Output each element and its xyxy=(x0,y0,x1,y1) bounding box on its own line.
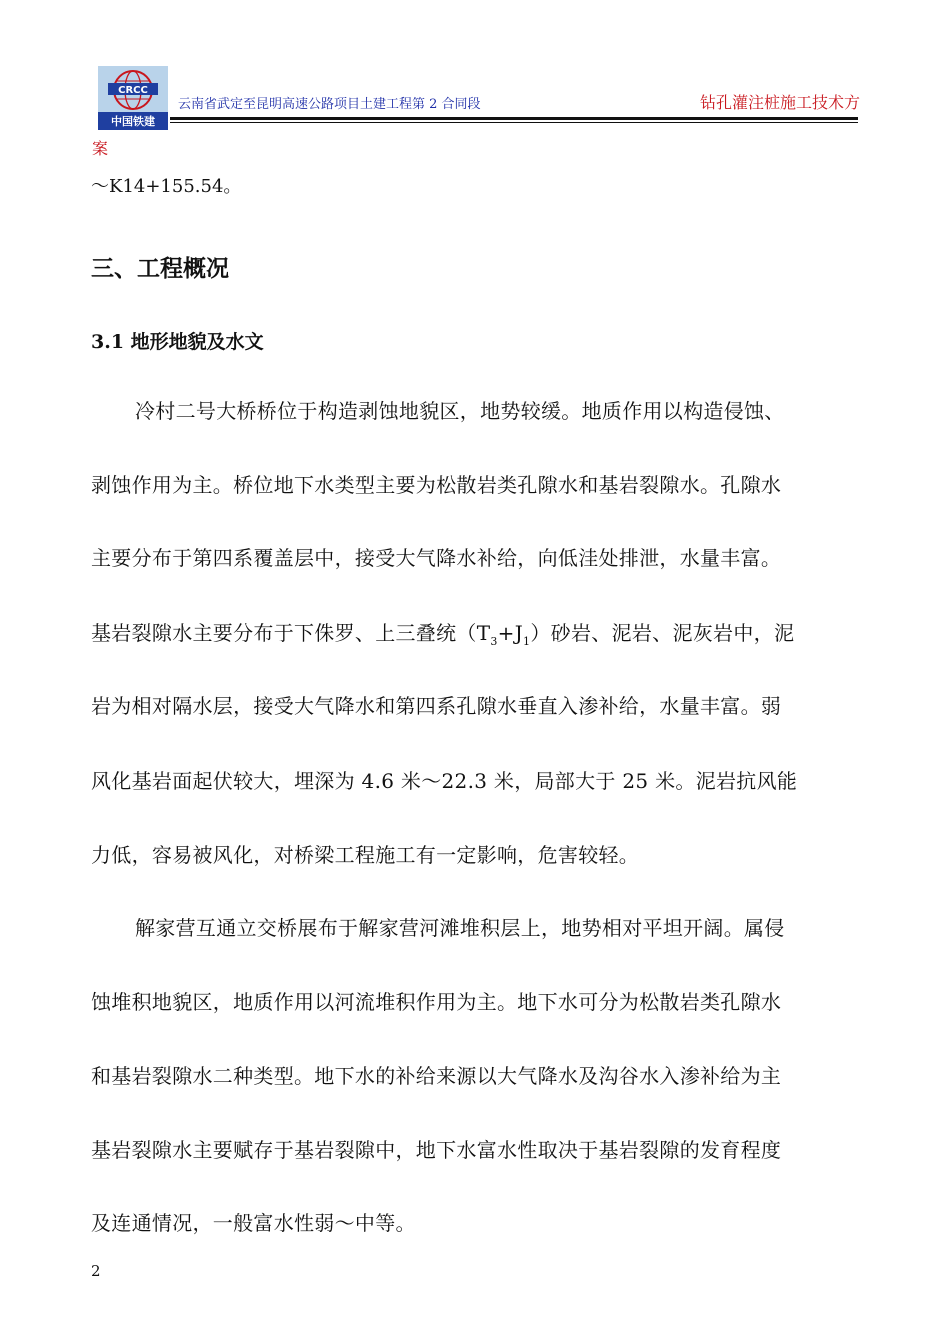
document-title: 钻孔灌注桩施工技术方 xyxy=(699,93,860,112)
page-number: 2 xyxy=(91,1262,101,1280)
text-run: ）砂岩、泥岩、泥灰岩中，泥 xyxy=(530,621,795,645)
subscript: 3 xyxy=(490,635,498,648)
crcc-logo xyxy=(98,66,168,130)
intro-line: ～K14+155.54。 xyxy=(91,176,242,197)
paragraph-1-line: 岩为相对隔水层，接受大气降水和第四系孔隙水垂直入渗补给，水量丰富。弱 xyxy=(91,694,782,718)
project-title: 云南省武定至昆明高速公路项目土建工程第 2 合同段 xyxy=(178,97,481,112)
paragraph-2-line: 基岩裂隙水主要赋存于基岩裂隙中，地下水富水性取决于基岩裂隙的发育程度 xyxy=(91,1138,782,1162)
subsection-title: 3.1 地形地貌及水文 xyxy=(91,331,264,353)
paragraph-1-line: 剥蚀作用为主。桥位地下水类型主要为松散岩类孔隙水和基岩裂隙水。孔隙水 xyxy=(91,473,782,497)
subscript: 1 xyxy=(523,635,531,648)
paragraph-1-line: 力低，容易被风化，对桥梁工程施工有一定影响，危害较轻。 xyxy=(91,843,640,867)
paragraph-2-line: 蚀堆积地貌区，地质作用以河流堆积作用为主。地下水可分为松散岩类孔隙水 xyxy=(91,990,782,1014)
paragraph-1-line: 风化基岩面起伏较大，埋深为 4.6 米～22.3 米，局部大于 25 米。泥岩抗风能 xyxy=(91,769,798,793)
text-run: +J xyxy=(497,621,524,645)
paragraph-2-line: 和基岩裂隙水二种类型。地下水的补给来源以大气降水及沟谷水入渗补给为主 xyxy=(91,1064,782,1088)
logo-caption: 中国铁建 xyxy=(111,115,155,128)
paragraph-1-line: 主要分布于第四系覆盖层中，接受大气降水补给，向低洼处排泄，水量丰富。 xyxy=(91,546,782,570)
paragraph-2-line: 及连通情况，一般富水性弱～中等。 xyxy=(91,1211,416,1235)
section-title: 三、工程概况 xyxy=(91,256,229,282)
logo-text: CRCC xyxy=(118,85,148,96)
paragraph-2-line: 解家营互通立交桥展布于解家营河滩堆积层上，地势相对平坦开阔。属侵 xyxy=(135,916,785,940)
page-header xyxy=(0,0,950,158)
paragraph-1-line xyxy=(91,617,794,648)
header-rule-thick xyxy=(170,117,858,120)
text-run: 基岩裂隙水主要分布于下侏罗、上三叠统（T xyxy=(91,621,491,645)
paragraph-1-line: 冷村二号大桥桥位于构造剥蚀地貌区，地势较缓。地质作用以构造侵蚀、 xyxy=(135,399,785,423)
header-rule-thin xyxy=(170,122,858,123)
document-title-tail: 案 xyxy=(92,139,109,158)
